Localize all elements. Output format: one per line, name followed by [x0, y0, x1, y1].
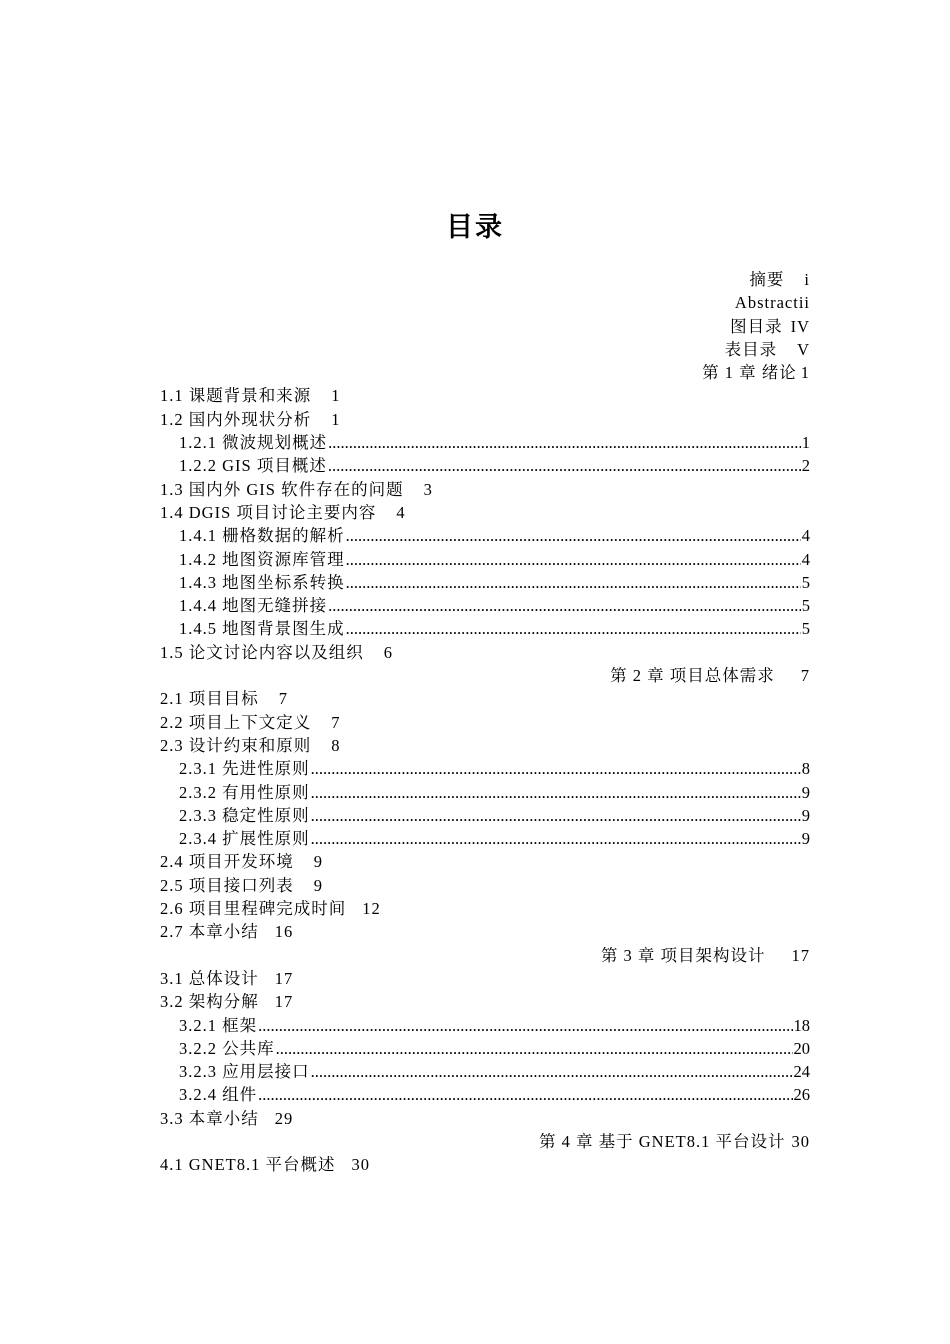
toc-entry[interactable]: [160, 315, 810, 338]
toc-entry-label: 2.2 项目上下文定义: [160, 712, 312, 732]
toc-entry-page: 5: [801, 619, 810, 639]
toc-entry-page: i: [804, 270, 810, 289]
toc-entry[interactable]: [160, 781, 810, 804]
toc-entry-page: 1: [801, 433, 810, 453]
toc-entry-label: 第 4 章 基于 GNET8.1 平台设计: [539, 1131, 786, 1151]
toc-entry-label: 3.2.2 公共库: [179, 1038, 275, 1058]
toc-entry[interactable]: [160, 338, 810, 361]
dot-leader: [258, 1014, 792, 1037]
toc-entry-label: 1.4.3 地图坐标系转换: [179, 572, 345, 592]
toc-entry-label: 2.3.1 先进性原则: [179, 759, 310, 779]
dot-leader: [328, 594, 801, 617]
toc-entry[interactable]: [160, 664, 810, 687]
toc-entry[interactable]: [160, 594, 810, 617]
toc-entry[interactable]: [160, 1153, 810, 1176]
dot-leader: [328, 454, 801, 477]
toc-entry[interactable]: [160, 920, 810, 943]
dot-leader: [311, 781, 801, 804]
toc-entry[interactable]: [160, 757, 810, 780]
toc-entry[interactable]: [160, 1083, 810, 1106]
toc-entry[interactable]: [160, 431, 810, 454]
toc-entry[interactable]: [160, 454, 810, 477]
toc-entry[interactable]: [160, 291, 810, 314]
toc-entry-label: 1.3 国内外 GIS 软件存在的问题: [160, 479, 404, 499]
toc-entry-label: 2.5 项目接口列表: [160, 875, 294, 895]
toc-entry[interactable]: [160, 734, 810, 757]
toc-entry-label: 1.2.1 微波规划概述: [179, 433, 328, 453]
toc-entry-label: 2.4 项目开发环境: [160, 852, 294, 872]
toc-entry-page: 17: [274, 968, 294, 988]
dot-leader: [328, 431, 801, 454]
toc-entry-page: 7: [278, 689, 288, 709]
toc-entry[interactable]: [160, 548, 810, 571]
toc-entry-page: 17: [274, 992, 294, 1012]
toc-entry-page: 30: [351, 1155, 370, 1175]
toc-entry-label: 2.1 项目目标: [160, 689, 259, 709]
toc-entry-label: 1.4.5 地图背景图生成: [179, 619, 345, 639]
toc-entry-label: 2.3 设计约束和原则: [160, 735, 312, 755]
toc-entry-label: 第 2 章 项目总体需求: [610, 666, 775, 686]
toc-entry-label: 表目录: [724, 339, 778, 359]
toc-entry[interactable]: [160, 617, 810, 640]
toc-entry-page: 20: [793, 1038, 810, 1058]
toc-entry[interactable]: [160, 1130, 810, 1153]
toc-entry-page: 9: [801, 782, 810, 802]
dot-leader: [311, 1060, 793, 1083]
toc-entry-page: 4: [396, 502, 406, 522]
toc-entry-label: 2.3.4 扩展性原则: [179, 829, 310, 849]
toc-entry-page: 5: [801, 572, 810, 592]
toc-entry-page: 12: [362, 899, 381, 919]
toc-entry-label: 1.2 国内外现状分析: [160, 409, 312, 429]
dot-leader: [311, 827, 801, 850]
toc-entry[interactable]: [160, 408, 810, 431]
toc-entry[interactable]: [160, 1014, 810, 1037]
dot-leader: [346, 571, 801, 594]
toc-entry[interactable]: [160, 501, 810, 524]
toc-entry-label: 3.1 总体设计: [160, 968, 259, 988]
toc-entry[interactable]: [160, 944, 810, 967]
toc-entry-page: 9: [313, 852, 323, 872]
toc-entry-page: ii: [798, 293, 810, 313]
toc-entry-page: 29: [274, 1108, 294, 1128]
toc-entry[interactable]: [160, 990, 810, 1013]
toc-entry-page: 17: [791, 945, 810, 965]
toc-entry-page: 6: [383, 642, 393, 662]
toc-entry-page: 9: [801, 829, 810, 849]
toc-entry-label: 3.2.3 应用层接口: [179, 1062, 310, 1082]
toc-entry-page: 16: [274, 922, 294, 942]
toc-entry-page: 9: [313, 875, 323, 895]
toc-entry[interactable]: [160, 478, 810, 501]
toc-entry[interactable]: [160, 850, 810, 873]
toc-entry-label: 1.4.1 栅格数据的解析: [179, 526, 345, 546]
toc-entry-page: 9: [801, 805, 810, 825]
dot-leader: [346, 548, 801, 571]
toc-entry[interactable]: [160, 874, 810, 897]
toc-entry-label: 摘要: [749, 270, 785, 289]
toc-entry-label: 1.4.2 地图资源库管理: [179, 549, 345, 569]
toc-entry-label: 1.1 课题背景和来源: [160, 386, 312, 406]
toc-entry-label: Abstract: [734, 293, 799, 313]
toc-entry-label: 1.4.4 地图无缝拼接: [179, 596, 328, 616]
toc-entry-page: 7: [800, 666, 810, 686]
toc-entry-label: 1.5 论文讨论内容以及组织: [160, 642, 364, 662]
toc-entry-page: 2: [801, 456, 810, 476]
toc-entry-label: 1.2.2 GIS 项目概述: [179, 456, 327, 476]
toc-entry-page: 7: [331, 712, 341, 732]
toc-entry-label: 3.2 架构分解: [160, 992, 259, 1012]
toc-entry[interactable]: [160, 384, 810, 407]
toc-entry-label: 3.2.4 组件: [179, 1085, 258, 1105]
toc-entry-label: 2.6 项目里程碑完成时间: [160, 899, 347, 919]
toc-entry-label: 3.2.1 框架: [179, 1015, 258, 1035]
dot-leader: [276, 1037, 793, 1060]
toc-entry-page: 1: [331, 386, 341, 406]
toc-entry-page: 4: [801, 549, 810, 569]
page-title: 目录: [446, 212, 504, 242]
dot-leader: [311, 804, 801, 827]
toc-entry-label: 2.7 本章小结: [160, 922, 259, 942]
toc-entry-page: 3: [423, 479, 433, 499]
toc-entry[interactable]: [160, 967, 810, 990]
dot-leader: [311, 757, 801, 780]
toc-entry[interactable]: [160, 687, 810, 710]
toc-entry-page: 4: [801, 526, 810, 546]
toc-entry-page: 1: [800, 363, 810, 383]
toc-entry[interactable]: [160, 571, 810, 594]
toc-entry-page: 8: [801, 759, 810, 779]
dot-leader: [346, 524, 801, 547]
toc-entry-page: 5: [801, 596, 810, 616]
toc-entry[interactable]: [160, 711, 810, 734]
toc-entry-page: 1: [331, 409, 341, 429]
toc-entry[interactable]: [160, 804, 810, 827]
table-of-contents: [160, 268, 810, 1177]
toc-entry[interactable]: [160, 524, 810, 547]
toc-entry-page: 18: [793, 1015, 810, 1035]
dot-leader: [346, 617, 801, 640]
toc-entry[interactable]: [160, 897, 810, 920]
toc-entry-page: 30: [791, 1131, 810, 1151]
toc-entry[interactable]: [160, 1037, 810, 1060]
toc-entry-page: 8: [331, 735, 341, 755]
toc-entry-label: 3.3 本章小结: [160, 1108, 259, 1128]
toc-entry[interactable]: [160, 641, 810, 664]
toc-entry[interactable]: [160, 268, 810, 291]
toc-entry-page: V: [797, 339, 810, 359]
toc-entry-page: 26: [793, 1085, 810, 1105]
toc-entry-label: 1.4 DGIS 项目讨论主要内容: [160, 502, 377, 522]
toc-entry[interactable]: [160, 361, 810, 384]
toc-entry-label: 第 3 章 项目架构设计: [600, 945, 766, 965]
toc-entry-page: IV: [790, 316, 810, 336]
toc-entry-label: 2.3.3 稳定性原则: [179, 805, 310, 825]
toc-entry-label: 2.3.2 有用性原则: [179, 782, 310, 802]
toc-entry-label: 图目录: [730, 316, 783, 336]
toc-entry[interactable]: [160, 1107, 810, 1130]
dot-leader: [258, 1083, 792, 1106]
toc-entry-page: 24: [793, 1062, 810, 1082]
toc-entry-label: 4.1 GNET8.1 平台概述: [160, 1155, 336, 1175]
toc-entry[interactable]: [160, 827, 810, 850]
toc-entry[interactable]: [160, 1060, 810, 1083]
toc-entry-label: 第 1 章 绪论: [702, 363, 797, 383]
